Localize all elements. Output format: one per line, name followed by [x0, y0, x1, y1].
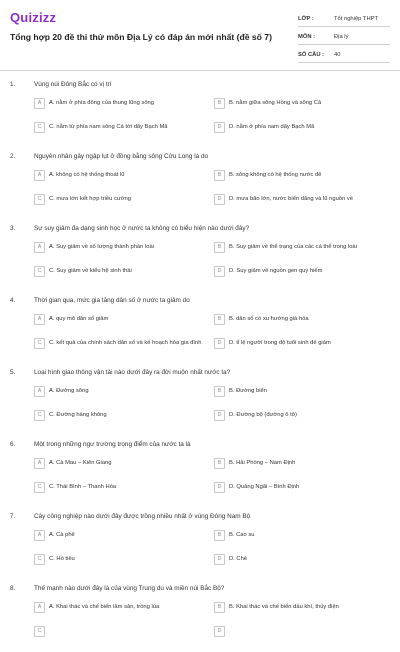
option-text: A. quy mô dân số giảm	[49, 315, 109, 322]
document-title: Tổng hợp 20 đề thi thử môn Địa Lý có đáp án mới nhất (đề số 7)	[10, 32, 272, 42]
option-row	[34, 600, 386, 614]
option-text: C. Thái Bình – Thanh Hóa	[49, 483, 117, 490]
option-row	[34, 120, 386, 134]
question-number: 4.	[10, 297, 16, 304]
meta-row	[298, 48, 390, 63]
answer-option[interactable]	[34, 528, 214, 542]
option-text: B. Khai thác và chế biến dầu khí, thủy điện	[229, 603, 339, 610]
question-number: 7.	[10, 513, 16, 520]
option-text: C. Hồ tiêu	[49, 555, 75, 562]
question-list	[0, 76, 400, 652]
header	[0, 0, 400, 66]
answer-option[interactable]	[214, 384, 386, 398]
answer-option[interactable]	[34, 480, 214, 494]
option-letter-box[interactable]: A	[34, 170, 45, 181]
option-letter-box[interactable]: A	[34, 314, 45, 325]
answer-option[interactable]	[34, 600, 214, 614]
option-text: A. không có hệ thống thoát lũ	[49, 171, 125, 178]
option-row	[34, 528, 386, 542]
answer-options	[34, 528, 386, 576]
answer-option[interactable]	[214, 240, 386, 254]
answer-option[interactable]	[214, 552, 386, 566]
option-text: B. Đường biển	[229, 387, 267, 394]
answer-option[interactable]	[34, 456, 214, 470]
question-number: 3.	[10, 225, 16, 232]
question-item	[0, 220, 400, 292]
option-letter-box[interactable]: C	[34, 410, 45, 421]
option-letter-box[interactable]: D	[214, 626, 225, 637]
option-letter-box[interactable]: B	[214, 386, 225, 397]
answer-option[interactable]	[34, 120, 214, 134]
option-text: B. Suy giảm về thể trạng của các cá thể trong loài	[229, 243, 357, 250]
option-text: B. Hải Phòng – Nam Định	[229, 459, 296, 466]
option-letter-box[interactable]: B	[214, 458, 225, 469]
answer-option[interactable]	[214, 312, 386, 326]
question-text: Loại hình giao thông vận tải nào dưới đây ra đời muộn nhất nước ta?	[34, 369, 231, 376]
meta-info	[298, 12, 390, 66]
option-letter-box[interactable]: C	[34, 194, 45, 205]
question-header	[10, 153, 384, 160]
answer-option[interactable]	[34, 192, 214, 206]
option-row	[34, 96, 386, 110]
option-row	[34, 480, 386, 494]
question-item	[0, 508, 400, 580]
option-text: A. Khai thác và chế biến lâm sản, trồng lúa	[49, 603, 160, 610]
question-header	[10, 369, 384, 376]
meta-value: Địa lý	[334, 34, 349, 40]
option-text: D. nằm ở phía nam dãy Bạch Mã	[229, 123, 315, 130]
option-row	[34, 264, 386, 278]
option-letter-box[interactable]: D	[214, 410, 225, 421]
answer-option[interactable]	[34, 168, 214, 182]
option-row	[34, 552, 386, 566]
meta-row	[298, 12, 390, 27]
option-letter-box[interactable]: B	[214, 314, 225, 325]
option-letter-box[interactable]: D	[214, 482, 225, 493]
question-text: Cây công nghiệp nào dưới đây được trồng nhiều nhất ở vùng Đông Nam Bộ	[34, 513, 251, 520]
answer-option[interactable]	[34, 240, 214, 254]
option-text: A. nằm ở phía đông của thung lũng sông	[49, 99, 155, 106]
question-text: Nguyên nhân gây ngập lụt ở đồng bằng sông Cửu Long là do	[34, 153, 209, 160]
option-letter-box[interactable]: A	[34, 98, 45, 109]
option-letter-box[interactable]: D	[214, 266, 225, 277]
question-item	[0, 436, 400, 508]
option-letter-box[interactable]: B	[214, 602, 225, 613]
question-item	[0, 580, 400, 652]
option-text: A. Cà phê	[49, 531, 75, 538]
answer-option[interactable]	[214, 624, 386, 638]
answer-option[interactable]	[34, 624, 214, 638]
option-letter-box[interactable]: A	[34, 242, 45, 253]
meta-key: SỐ CÂU :	[298, 52, 325, 58]
option-letter-box[interactable]: C	[34, 122, 45, 133]
option-text: D. Quảng Ngãi – Bình Định	[229, 483, 300, 490]
option-letter-box[interactable]: D	[214, 122, 225, 133]
question-item	[0, 76, 400, 148]
answer-option[interactable]	[214, 600, 386, 614]
option-text: C. nằm từ phía nam sông Cả tới dãy Bạch Mã	[49, 123, 168, 130]
question-text: Thế mạnh nào dưới đây là của vùng Trung du và miền núi Bắc Bộ?	[34, 585, 225, 592]
answer-options	[34, 456, 386, 504]
option-text: D. Đường bộ (đường ô tô)	[229, 411, 297, 418]
option-text: B. dân số có xu hướng già hóa	[229, 315, 309, 322]
question-text: Sự suy giảm đa dạng sinh học ở nước ta không có biểu hiện nào dưới đây?	[34, 225, 250, 232]
question-text: Thời gian qua, mức gia tăng dân số ở nước ta giảm do	[34, 297, 190, 304]
option-text: D. Chè	[229, 555, 248, 562]
option-row	[34, 408, 386, 422]
question-item	[0, 148, 400, 220]
option-text: B. sông không có hệ thống nước đê	[229, 171, 322, 178]
option-letter-box[interactable]: B	[214, 530, 225, 541]
option-letter-box[interactable]: D	[214, 194, 225, 205]
question-text: Một trong những ngư trường trọng điểm của nước ta là	[34, 441, 191, 448]
option-letter-box[interactable]: A	[34, 458, 45, 469]
option-letter-box[interactable]: C	[34, 554, 45, 565]
question-header	[10, 585, 384, 592]
option-letter-box[interactable]: B	[214, 98, 225, 109]
answer-options	[34, 96, 386, 144]
answer-options	[34, 240, 386, 288]
option-letter-box[interactable]: B	[214, 242, 225, 253]
option-text: C. Suy giảm về kiểu hệ sinh thái	[49, 267, 132, 274]
option-text: B. nằm giữa sông Hồng và sông Cả	[229, 99, 322, 106]
answer-options	[34, 312, 386, 360]
quizizz-logo: Quizizz	[10, 10, 57, 25]
answer-option[interactable]	[214, 480, 386, 494]
option-letter-box[interactable]: C	[34, 266, 45, 277]
answer-option[interactable]	[214, 456, 386, 470]
answer-option[interactable]	[214, 96, 386, 110]
option-letter-box[interactable]: A	[34, 602, 45, 613]
option-row	[34, 456, 386, 470]
meta-row	[298, 30, 390, 45]
question-number: 1.	[10, 81, 16, 88]
answer-option[interactable]	[214, 264, 386, 278]
header-divider	[0, 70, 400, 71]
option-letter-box[interactable]: C	[34, 482, 45, 493]
option-text: A. Suy giảm về số lượng thành phần loài	[49, 243, 155, 250]
question-header	[10, 81, 384, 88]
option-row	[34, 312, 386, 326]
option-text: D. Suy giảm về nguồn gen quý hiếm	[229, 267, 323, 274]
option-text: C. kết quả của chính sách dân số và kế hoạch hóa gia đình	[49, 339, 202, 346]
answer-options	[34, 384, 386, 432]
option-row	[34, 240, 386, 254]
option-letter-box[interactable]: D	[214, 338, 225, 349]
meta-value: Tốt nghiệp THPT	[334, 16, 379, 22]
question-number: 5.	[10, 369, 16, 376]
question-number: 8.	[10, 585, 16, 592]
option-letter-box[interactable]: A	[34, 530, 45, 541]
question-header	[10, 297, 384, 304]
answer-option[interactable]	[34, 336, 214, 350]
answer-options	[34, 168, 386, 216]
option-row	[34, 336, 386, 350]
meta-key: LỚP :	[298, 16, 314, 22]
answer-option[interactable]	[214, 528, 386, 542]
answer-option[interactable]	[214, 168, 386, 182]
question-header	[10, 513, 384, 520]
option-letter-box[interactable]: C	[34, 626, 45, 637]
meta-key: MÔN :	[298, 34, 316, 40]
answer-option[interactable]	[34, 264, 214, 278]
option-row	[34, 168, 386, 182]
question-header	[10, 441, 384, 448]
option-row	[34, 624, 386, 638]
question-header	[10, 225, 384, 232]
answer-option[interactable]	[214, 408, 386, 422]
answer-option[interactable]	[34, 312, 214, 326]
option-text: C. mưa lớn kết hợp triều cường	[49, 195, 131, 202]
option-letter-box[interactable]: B	[214, 170, 225, 181]
option-row	[34, 384, 386, 398]
option-text: B. Cao su	[229, 531, 255, 538]
option-letter-box[interactable]: A	[34, 386, 45, 397]
answer-option[interactable]	[214, 120, 386, 134]
question-item	[0, 292, 400, 364]
option-text: A. Đường sông	[49, 387, 89, 394]
answer-option[interactable]	[214, 192, 386, 206]
option-letter-box[interactable]: D	[214, 554, 225, 565]
option-row	[34, 192, 386, 206]
question-text: Vùng núi Đông Bắc có vị trí	[34, 81, 112, 88]
option-text: A. Cà Mau – Kiên Giang	[49, 459, 112, 466]
question-item	[0, 364, 400, 436]
answer-option[interactable]	[34, 96, 214, 110]
option-text: D. mưa bão lớn, nước biển dâng và lũ nguồn về	[229, 195, 353, 202]
answer-option[interactable]	[34, 384, 214, 398]
question-number: 6.	[10, 441, 16, 448]
answer-option[interactable]	[214, 336, 386, 350]
option-text: D. tỉ lệ người trong độ tuổi sinh đẻ giảm	[229, 339, 331, 346]
question-number: 2.	[10, 153, 16, 160]
answer-option[interactable]	[34, 408, 214, 422]
option-text: C. Đường hàng không	[49, 411, 107, 418]
answer-options	[34, 600, 386, 648]
answer-option[interactable]	[34, 552, 214, 566]
option-letter-box[interactable]: C	[34, 338, 45, 349]
meta-value: 40	[334, 52, 341, 58]
